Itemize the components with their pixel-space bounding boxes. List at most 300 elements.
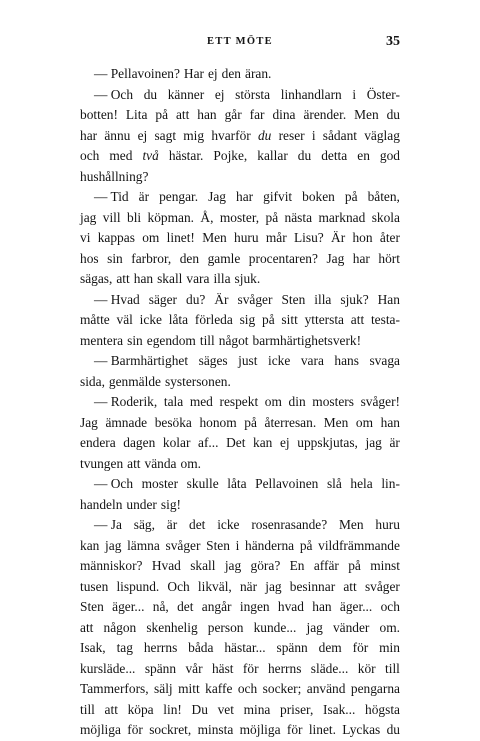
text-line (80, 515, 400, 536)
word: din (288, 394, 306, 409)
word: du (143, 86, 158, 102)
word: vet (217, 701, 234, 717)
word: sälj (154, 681, 173, 696)
text-line (80, 495, 400, 516)
word: köpman. (147, 209, 195, 225)
word: endera (80, 435, 116, 450)
word: hvarför (211, 127, 251, 143)
word: min (379, 640, 400, 655)
word: vi (80, 230, 91, 245)
word: — Ja (94, 517, 122, 532)
word: har (352, 250, 370, 266)
word: om. (180, 455, 201, 471)
word: Jag (326, 250, 345, 266)
word: bli (127, 209, 142, 225)
word: lispund. (116, 578, 160, 594)
text-line (80, 290, 400, 311)
word: Isak, (80, 640, 106, 655)
word: han (133, 271, 154, 286)
text-line (80, 474, 400, 495)
word: att (175, 107, 190, 122)
word: systersonen. (164, 373, 231, 389)
word: person (207, 619, 244, 635)
word: Sten (281, 291, 306, 307)
word: händerna (245, 537, 295, 553)
word: genmälde (108, 373, 161, 389)
word: att (116, 271, 130, 286)
text-line (80, 638, 400, 659)
word: herrns (267, 660, 302, 676)
body-text (80, 64, 400, 741)
text-line (80, 536, 400, 557)
word: huru (234, 230, 259, 245)
word: med (109, 148, 133, 163)
word: i (311, 127, 316, 143)
word: Lita (125, 107, 148, 122)
text-line (80, 372, 400, 393)
word: återresan. (264, 414, 317, 430)
word: ärender. (303, 107, 347, 122)
word: jag (224, 558, 242, 573)
word: svåger (364, 578, 400, 594)
word: Han (377, 291, 400, 307)
word: för (127, 722, 143, 737)
word: om (264, 394, 282, 409)
word: Hvad (151, 558, 181, 573)
word: högsta (365, 701, 400, 717)
word: går (224, 107, 242, 122)
word: svåger (165, 537, 201, 553)
word: till (385, 660, 400, 676)
word: ämnade (105, 414, 148, 430)
word: spänn (144, 660, 177, 676)
word: just (238, 353, 258, 368)
word: han (380, 414, 400, 430)
text-line (80, 331, 400, 352)
word: en (357, 148, 370, 163)
word: likväl, (197, 578, 232, 594)
word: för (242, 660, 259, 676)
word: förleda (194, 312, 233, 327)
word: låta (168, 312, 189, 327)
word: pengar. (159, 189, 199, 204)
word: barmhärtighetsverk! (252, 332, 362, 348)
word: båda (188, 640, 214, 655)
word: Men (202, 230, 227, 245)
word: En (289, 558, 305, 573)
word: den (179, 250, 200, 266)
word: du (297, 148, 312, 163)
word: — Pellavoinen? (94, 66, 180, 81)
word: svåger! (360, 394, 400, 409)
word: äran. (245, 66, 272, 81)
word: i (235, 537, 240, 553)
text-line (80, 310, 400, 331)
word: icke (268, 353, 291, 368)
word: marknad (318, 209, 366, 225)
word: jag (306, 619, 323, 635)
text-line (80, 85, 400, 106)
word: häst (211, 660, 234, 676)
text-line (80, 64, 400, 85)
text-line (80, 126, 400, 147)
text-line (80, 269, 400, 290)
word: — Hvad (94, 291, 140, 307)
word: handeln (80, 496, 123, 512)
word: är (389, 435, 400, 450)
word: honom (199, 414, 237, 430)
word: kaffe (205, 681, 233, 696)
word: det (189, 517, 206, 532)
word: far (249, 107, 265, 122)
word: du (386, 722, 400, 737)
word: tvungen (80, 455, 124, 471)
word: — Tid (94, 189, 129, 204)
word: besinnar (289, 578, 336, 594)
word: du (257, 127, 272, 143)
word: väl (116, 312, 133, 327)
word: mig (183, 127, 205, 143)
word: göra? (250, 558, 281, 573)
word: du (386, 107, 400, 122)
word: affär (313, 558, 339, 573)
word: Men (339, 517, 364, 532)
word: det (177, 599, 194, 614)
word: Men (323, 414, 349, 430)
word: yttersta (304, 312, 344, 327)
word: och (380, 599, 400, 614)
word: och (80, 148, 100, 163)
page-number: 35 (386, 34, 400, 49)
word: hon (352, 230, 373, 245)
text-line (80, 146, 400, 167)
word: Lyckas (342, 722, 381, 737)
word: har (236, 189, 254, 204)
word: är (166, 517, 178, 532)
word: jag (265, 578, 282, 594)
word: mentera (80, 332, 124, 348)
word: skall (157, 271, 183, 286)
word: moster (141, 476, 179, 491)
word: kallar (257, 148, 288, 163)
word: kör (357, 660, 376, 676)
word: dem (318, 640, 342, 655)
word: någon (103, 619, 137, 635)
word: nästa (284, 209, 313, 225)
word: åter (379, 230, 400, 245)
word: nå, (152, 599, 169, 614)
word: sig! (160, 496, 181, 512)
text-line (80, 659, 400, 680)
word: och (237, 681, 258, 696)
word: respekt (219, 394, 259, 409)
word: säg, (133, 517, 155, 532)
running-title: ETT MÖTE (207, 36, 273, 47)
word: största (235, 86, 271, 102)
word: Men (354, 107, 379, 122)
word: skenhelig (146, 619, 198, 635)
word: slå (326, 476, 342, 491)
word: svåger (237, 291, 273, 307)
word: hela (350, 476, 373, 491)
word: i (352, 86, 357, 102)
word: — Och (94, 86, 134, 102)
word: lin! (163, 701, 182, 717)
word: tala (163, 394, 184, 409)
word: kolar (162, 435, 191, 450)
word: svaga (369, 353, 400, 368)
text-line (80, 679, 400, 700)
word: sådant (322, 127, 357, 143)
word: sockret, (149, 722, 192, 737)
word: Sten (206, 537, 230, 553)
word: låta (227, 476, 247, 491)
word: har (80, 127, 98, 143)
word: rosenrasande? (251, 517, 328, 532)
word: sig (239, 312, 256, 327)
word: sitt (281, 312, 298, 327)
word: släde... (310, 660, 349, 676)
word: icke (217, 517, 240, 532)
text-line (80, 187, 400, 208)
word: till (80, 701, 95, 717)
word: dagen (123, 435, 156, 450)
word: boken (302, 189, 335, 204)
text-line (80, 249, 400, 270)
word: vänder (332, 619, 370, 635)
word: mosters (312, 394, 354, 409)
word: Och (167, 578, 190, 594)
word: sida, (80, 373, 105, 389)
word: Jag (208, 189, 226, 204)
word: vildfrämmande (318, 537, 400, 553)
word: mitt (178, 681, 200, 696)
word: jag (105, 537, 122, 553)
word: att (343, 578, 357, 594)
word: illa (213, 271, 231, 286)
word: besöka (154, 414, 192, 430)
word: moster, (219, 209, 260, 225)
word: köpa (127, 701, 154, 717)
text-line (80, 700, 400, 721)
word: när (239, 578, 258, 594)
word: ej (137, 127, 148, 143)
word: äger... (339, 599, 373, 614)
word: sagt (154, 127, 177, 143)
word: angår (201, 599, 232, 614)
word: pengarna (350, 681, 400, 696)
word: på (299, 537, 313, 553)
word: på (348, 558, 361, 573)
word: vill (102, 209, 121, 225)
word: med (189, 394, 213, 409)
text-line (80, 392, 400, 413)
running-head (80, 36, 400, 50)
word: Å, (200, 209, 214, 225)
word: procentaren? (248, 250, 318, 266)
word: känner (167, 86, 205, 102)
word: två (142, 148, 159, 163)
word: är (138, 189, 150, 204)
word: på (262, 312, 275, 327)
word: att (127, 455, 141, 471)
word: äger... (112, 599, 145, 614)
word: under (126, 496, 157, 512)
word: mina (243, 701, 271, 717)
word: på (265, 209, 279, 225)
word: lin- (381, 476, 400, 491)
word: hvad (277, 599, 304, 614)
word: Pojke, (213, 148, 248, 163)
word: ej (207, 66, 218, 81)
word: linet! (166, 230, 195, 245)
word: till (199, 332, 215, 348)
word: hästar... (224, 640, 266, 655)
word: Du (191, 701, 208, 717)
word: ej (214, 86, 225, 102)
word: skola (371, 209, 400, 225)
word: skulle (186, 476, 219, 491)
text-line (80, 413, 400, 434)
text-line (80, 167, 400, 188)
word: väglag (364, 127, 400, 143)
text-line (80, 597, 400, 618)
word: spänn (276, 640, 308, 655)
word: gifvit (263, 189, 293, 204)
word: socker; (262, 681, 302, 696)
word: sjuk? (340, 291, 369, 307)
word: möjliga (80, 722, 121, 737)
word: hans (334, 353, 359, 368)
text-line (80, 577, 400, 598)
word: han (197, 107, 217, 122)
text-line (80, 618, 400, 639)
word: herrns (143, 640, 178, 655)
word: om. (379, 619, 400, 635)
word: vara (300, 353, 324, 368)
word: reser (278, 127, 305, 143)
word: uppskjutas, (297, 435, 358, 450)
word: god (379, 148, 400, 163)
word: Jag (80, 414, 98, 430)
word: kunde... (253, 619, 297, 635)
word: att (104, 701, 118, 717)
word: jag (365, 435, 382, 450)
word: mår (265, 230, 287, 245)
word: sin (127, 332, 143, 348)
word: Pellavoinen (255, 476, 319, 491)
word: om (355, 414, 374, 430)
word: att (350, 312, 365, 327)
word: Har (183, 66, 204, 81)
word: använd (306, 681, 346, 696)
word: på (344, 189, 358, 204)
word: Tammerfors, (80, 681, 149, 696)
word: båten, (367, 189, 400, 204)
text-line (80, 208, 400, 229)
word: för (352, 640, 369, 655)
word: att (80, 619, 94, 635)
word: kan (80, 537, 100, 553)
word: du? (186, 291, 206, 307)
word: vara (186, 271, 210, 286)
word: minst (370, 558, 400, 573)
text-line (80, 351, 400, 372)
text-line (80, 433, 400, 454)
word: Är (214, 291, 229, 307)
word: kappas (97, 230, 135, 245)
word: om (142, 230, 160, 245)
word: kan (253, 435, 273, 450)
word: på (244, 414, 257, 430)
word: sin (107, 250, 123, 266)
word: tag (116, 640, 133, 655)
word: människor? (80, 558, 143, 573)
word: egendom (146, 332, 196, 348)
word: lämna (127, 537, 160, 553)
word: något (218, 332, 249, 348)
word: Lisu? (294, 230, 324, 245)
word: säges (198, 353, 228, 368)
word: dina (272, 107, 296, 122)
word: farbror, (131, 250, 172, 266)
word: skall (190, 558, 216, 573)
word: hos (80, 250, 99, 266)
word: — Barmhärtighet (94, 353, 189, 368)
word: sjuk. (234, 271, 261, 286)
word: jag (80, 209, 97, 225)
word: illa (314, 291, 332, 307)
word: linhandlarn (280, 86, 342, 102)
word: möjliga (239, 722, 281, 737)
word: på (155, 107, 169, 122)
word: hästar. (168, 148, 204, 163)
word: botten! (80, 107, 118, 122)
word: icke (139, 312, 162, 327)
word: — Roderik, (94, 394, 158, 409)
word: ej (279, 435, 290, 450)
text-line (80, 556, 400, 577)
word: Isak... (323, 701, 356, 717)
word: han (312, 599, 332, 614)
word: huru (375, 517, 400, 532)
word: af... (198, 435, 219, 450)
word: priser, (280, 701, 314, 717)
word: ingen (239, 599, 270, 614)
word: testa- (370, 312, 400, 327)
word: säger (148, 291, 178, 307)
word: måtte (80, 312, 110, 327)
word: — Och (94, 476, 134, 491)
word: för (286, 722, 303, 737)
word: Det (226, 435, 246, 450)
word: hushållning? (80, 168, 149, 184)
word: Är (331, 230, 346, 245)
text-line (80, 720, 400, 741)
word: hört (378, 250, 400, 266)
word: Sten (80, 599, 104, 614)
word: Öster- (366, 86, 400, 102)
word: den (221, 66, 241, 81)
word: ännu (104, 127, 131, 143)
word: kursläde... (80, 660, 136, 676)
word: detta (321, 148, 348, 163)
word: sägas, (80, 271, 113, 286)
text-line (80, 105, 400, 126)
text-line (80, 454, 400, 475)
word: vår (185, 660, 203, 676)
word: vända (144, 455, 177, 471)
